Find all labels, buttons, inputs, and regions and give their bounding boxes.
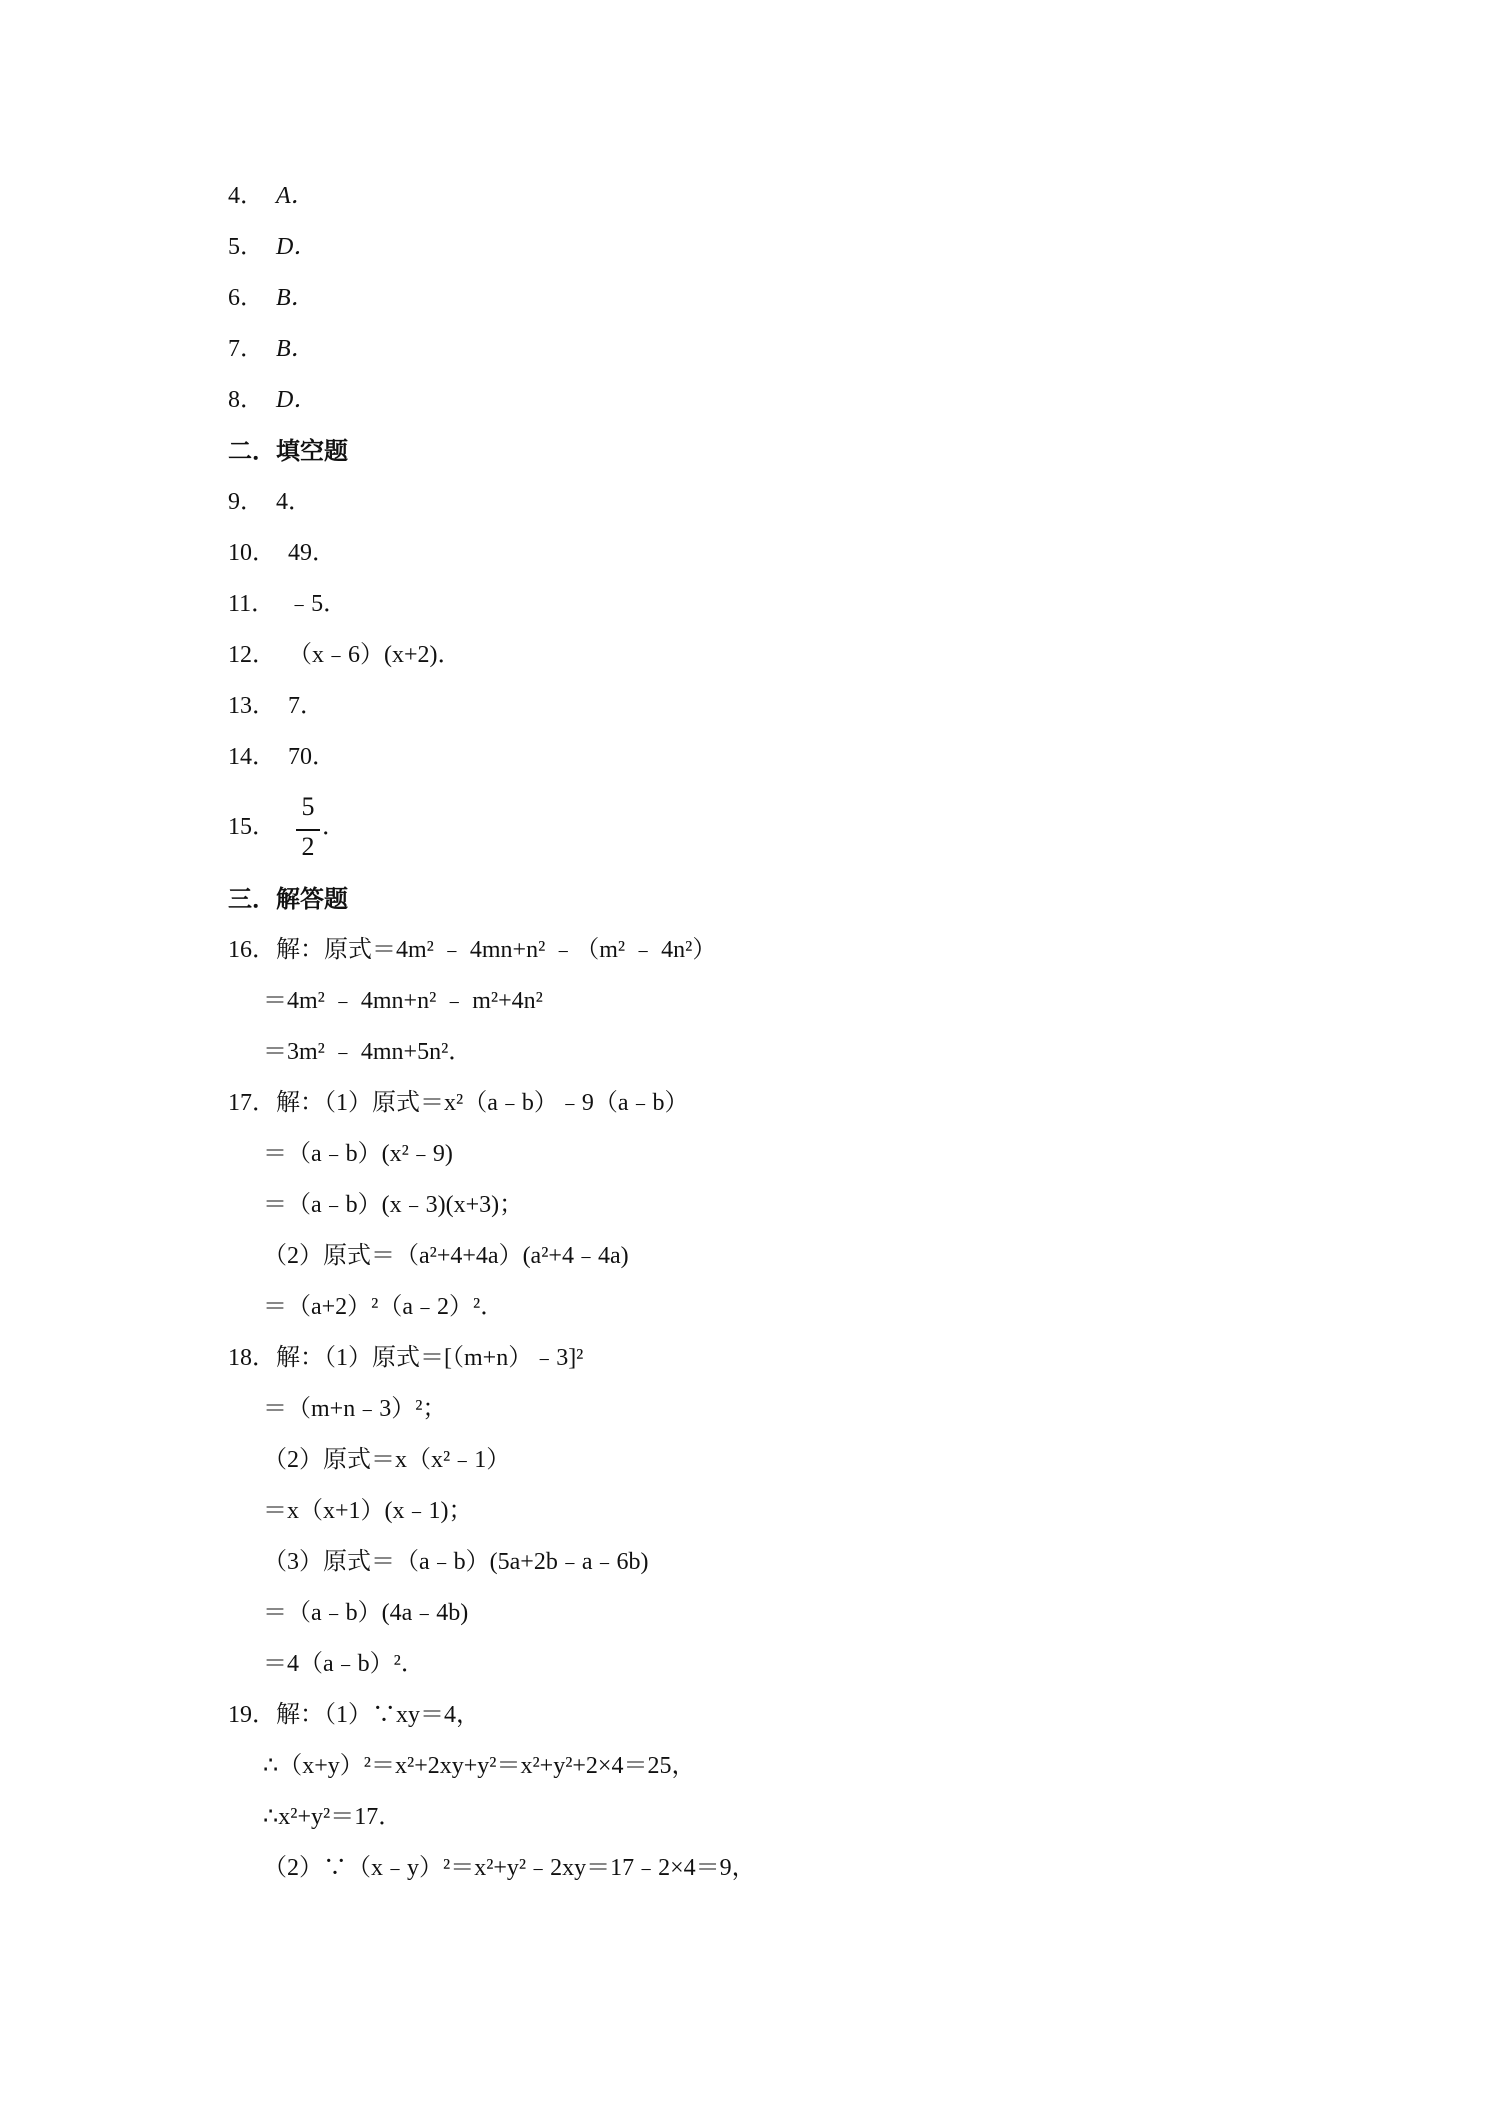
answer-15-number: 15． xyxy=(228,814,276,840)
fraction-numerator: 5 xyxy=(301,792,315,821)
q18-line-1: 18．解：（1）原式＝[（m+n）﹣3]² xyxy=(228,1345,584,1371)
answer-11: 11． ﹣5． xyxy=(228,591,348,617)
section-heading-fill-in: 二．填空题 xyxy=(228,437,348,465)
q18-line-6: ＝（a﹣b）(4a﹣4b) xyxy=(263,1600,469,1626)
q18-line-3: （2）原式＝x（x²﹣1） xyxy=(263,1447,511,1473)
q19-line-1: 19．解：（1）∵xy＝4， xyxy=(228,1702,480,1728)
answer-8: 8． D． xyxy=(228,387,318,413)
answer-7: 7． B． xyxy=(228,336,315,362)
answer-6: 6． B． xyxy=(228,285,315,311)
q17-line-5: ＝（a+2）²（a﹣2）²． xyxy=(263,1294,505,1320)
q16-line-3: ＝3m² ﹣ 4mn+5n²． xyxy=(263,1039,473,1065)
q18-line-7: ＝4（a﹣b）²． xyxy=(263,1651,425,1677)
fraction-bar xyxy=(296,829,320,831)
q19-line-3: ∴x²+y²＝17． xyxy=(263,1804,403,1830)
answer-14: 14． 70． xyxy=(228,744,336,770)
answer-12: 12． （x﹣6）(x+2)． xyxy=(228,642,462,668)
q18-line-2: ＝（m+n﹣3）²； xyxy=(263,1396,447,1422)
answer-15-fraction xyxy=(296,792,320,868)
answer-9: 9． 4． xyxy=(228,489,312,515)
q17-line-2: ＝（a﹣b）(x²﹣9) xyxy=(263,1141,453,1167)
q18-line-5: （3）原式＝（a﹣b）(5a+2b﹣a﹣6b) xyxy=(263,1549,649,1575)
q17-line-1: 17．解：（1）原式＝x²（a﹣b）﹣9（a﹣b） xyxy=(228,1090,689,1116)
q17-line-3: ＝（a﹣b）(x﹣3)(x+3)； xyxy=(263,1192,524,1218)
q19-line-2: ∴（x+y）²＝x²+2xy+y²＝x²+y²+2×4＝25， xyxy=(263,1753,696,1779)
answer-10: 10． 49． xyxy=(228,540,336,566)
fraction-denominator: 2 xyxy=(301,832,315,861)
answer-13: 13． 7． xyxy=(228,693,324,719)
section-heading-solutions: 三．解答题 xyxy=(228,885,348,913)
q18-line-4: ＝x（x+1）(x﹣1)； xyxy=(263,1498,473,1524)
q16-line-2: ＝4m² ﹣ 4mn+n² ﹣ m²+4n² xyxy=(263,988,543,1014)
q16-line-1: 16．解：原式＝4m² ﹣ 4mn+n² ﹣（m² ﹣ 4n²） xyxy=(228,937,717,963)
answer-5: 5． D． xyxy=(228,234,318,260)
answer-4: 4． A． xyxy=(228,183,315,209)
q19-line-4: （2）∵（x﹣y）²＝x²+y²﹣2xy＝17﹣2×4＝9， xyxy=(263,1855,756,1881)
q17-line-4: （2）原式＝（a²+4+4a）(a²+4﹣4a) xyxy=(263,1243,629,1269)
answer-15-period: ． xyxy=(322,814,346,840)
